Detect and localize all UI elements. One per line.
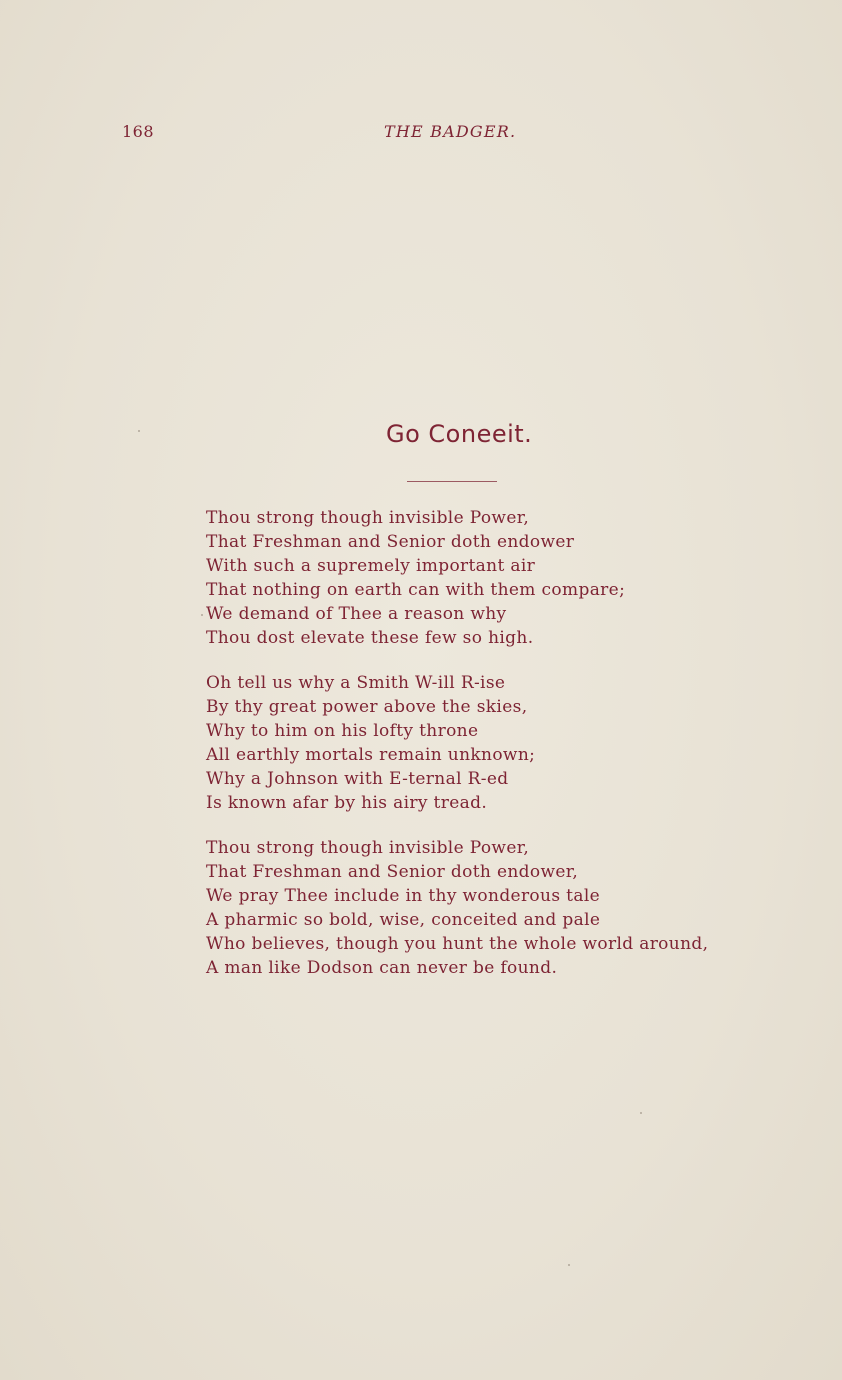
poem-line: That nothing on earth can with them compare; xyxy=(206,580,626,600)
paper-speck xyxy=(138,430,140,432)
running-head: THE BADGER. xyxy=(384,122,517,141)
poem-line: Is known afar by his airy tread. xyxy=(206,793,488,813)
poem-line: Why a Johnson with E-ternal R-ed xyxy=(206,769,509,789)
poem-line: We pray Thee include in thy wonderous tale xyxy=(206,886,601,906)
poem-line: That Freshman and Senior doth endower, xyxy=(206,862,579,882)
poem-line: A pharmic so bold, wise, conceited and pale xyxy=(206,910,601,930)
poem-line: All earthly mortals remain unknown; xyxy=(206,745,536,765)
poem-line: Thou dost elevate these few so high. xyxy=(206,628,534,648)
poem-body xyxy=(206,506,816,1001)
poem-line: Why to him on his lofty throne xyxy=(206,721,479,741)
poem-line: Thou strong though invisible Power, xyxy=(206,508,530,528)
poem-line: Oh tell us why a Smith W-ill R-ise xyxy=(206,673,506,693)
poem-line: By thy great power above the skies, xyxy=(206,697,528,717)
stanza-2 xyxy=(206,671,816,815)
poem-line: We demand of Thee a reason why xyxy=(206,604,507,624)
poem-line: A man like Dodson can never be found. xyxy=(206,958,558,978)
paper-speck xyxy=(201,614,203,616)
poem-title: Go Coneeit. xyxy=(386,420,533,448)
poem-line: Who believes, though you hunt the whole world around, xyxy=(206,934,709,954)
poem-line: That Freshman and Senior doth endower xyxy=(206,532,575,552)
poem-line: With such a supremely important air xyxy=(206,556,536,576)
title-divider xyxy=(407,481,497,482)
stanza-1 xyxy=(206,506,816,650)
poem-line: Thou strong though invisible Power, xyxy=(206,838,530,858)
stanza-3 xyxy=(206,836,816,980)
paper-speck xyxy=(640,1112,642,1114)
paper-speck xyxy=(568,1264,570,1266)
page-number: 168 xyxy=(122,122,155,141)
